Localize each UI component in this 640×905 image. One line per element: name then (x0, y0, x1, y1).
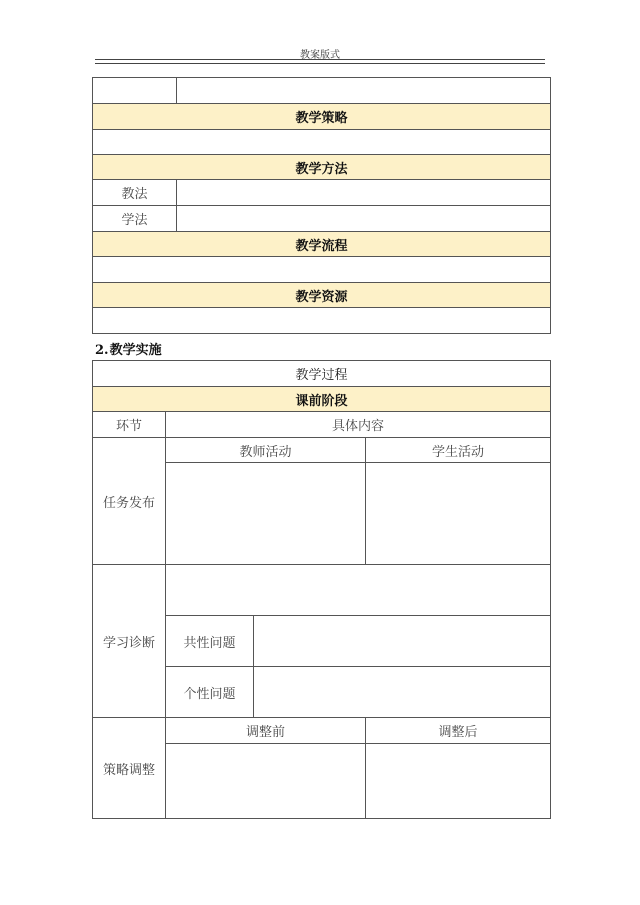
table-row (93, 232, 551, 257)
table-row (93, 438, 551, 463)
table-row (93, 180, 551, 206)
table-row (93, 206, 551, 232)
table-row (93, 283, 551, 308)
teacher-activity-header: 教师活动 (166, 438, 366, 463)
table-row (93, 387, 551, 412)
common-issue-content (254, 616, 551, 667)
table-row (93, 308, 551, 334)
page-header-title: 教案版式 (300, 50, 340, 61)
teacher-activity-content (166, 463, 366, 565)
table-row (93, 78, 551, 104)
teaching-method-content (177, 180, 551, 206)
common-issue-label: 共性问题 (166, 616, 254, 667)
table-row (93, 361, 551, 387)
empty-label-cell (93, 78, 177, 104)
process-heading: 教学流程 (93, 232, 551, 257)
resources-heading: 教学资源 (93, 283, 551, 308)
task-release-label: 任务发布 (93, 438, 166, 565)
col-header-link: 环节 (93, 412, 166, 438)
resources-content (93, 308, 551, 334)
after-adjust-content (366, 744, 551, 819)
header-rule-thick (95, 59, 545, 60)
lesson-plan-table-2 (92, 360, 551, 819)
table-row (93, 130, 551, 155)
strategy-heading: 教学策略 (93, 104, 551, 130)
table-row (93, 718, 551, 744)
before-adjust-header: 调整前 (166, 718, 366, 744)
header-rule-thin (95, 63, 545, 64)
strategy-adjust-label: 策略调整 (93, 718, 166, 819)
teaching-method-label: 教法 (93, 180, 177, 206)
student-activity-content (366, 463, 551, 565)
strategy-content (93, 130, 551, 155)
stage-heading: 课前阶段 (93, 387, 551, 412)
learning-diagnosis-label: 学习诊断 (93, 565, 166, 718)
individual-issue-content (254, 667, 551, 718)
process-content (93, 257, 551, 283)
method-heading: 教学方法 (93, 155, 551, 180)
table-row (93, 257, 551, 283)
table-row (93, 412, 551, 438)
section-heading (95, 339, 162, 358)
table-row (93, 104, 551, 130)
learning-method-content (177, 206, 551, 232)
process-title: 教学过程 (93, 361, 551, 387)
empty-content-cell (177, 78, 551, 104)
learning-method-label: 学法 (93, 206, 177, 232)
after-adjust-header: 调整后 (366, 718, 551, 744)
before-adjust-content (166, 744, 366, 819)
individual-issue-label: 个性问题 (166, 667, 254, 718)
section-number: 2. (95, 343, 109, 358)
student-activity-header: 学生活动 (366, 438, 551, 463)
table-row (93, 155, 551, 180)
diagnosis-content (166, 565, 551, 616)
section-title: 教学实施 (109, 343, 162, 358)
col-header-content: 具体内容 (166, 412, 551, 438)
lesson-plan-table-1 (92, 77, 551, 334)
table-row (93, 565, 551, 616)
